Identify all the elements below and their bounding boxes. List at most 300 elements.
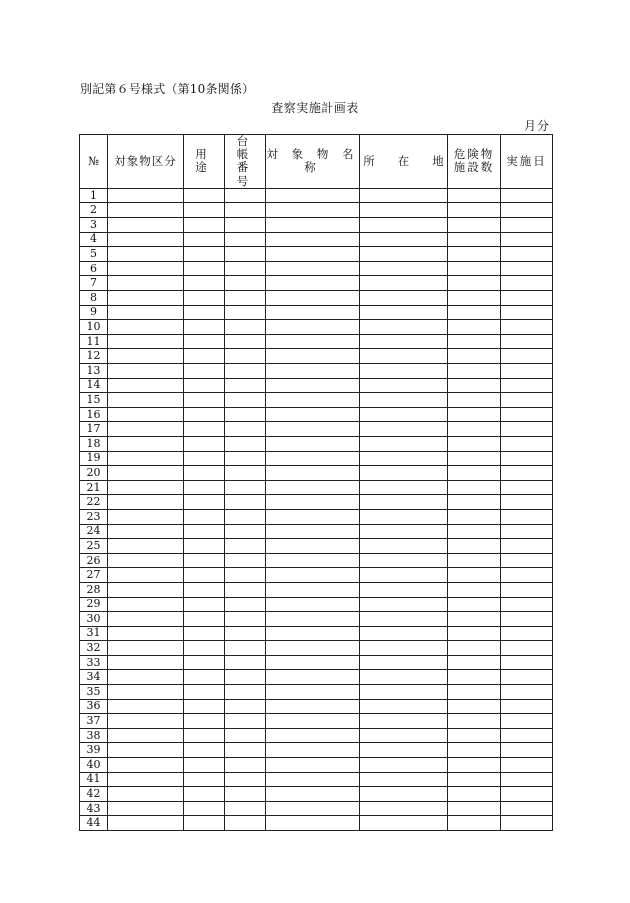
location-cell[interactable] — [360, 758, 448, 773]
location-cell[interactable] — [360, 582, 448, 597]
use-cell[interactable] — [184, 203, 225, 218]
date-cell[interactable] — [501, 451, 553, 466]
hazmat-cell[interactable] — [448, 597, 501, 612]
object-name-cell[interactable] — [266, 539, 360, 554]
hazmat-cell[interactable] — [448, 261, 501, 276]
category-cell[interactable] — [108, 393, 184, 408]
ledger-number-cell[interactable] — [225, 276, 266, 291]
ledger-number-cell[interactable] — [225, 305, 266, 320]
date-cell[interactable] — [501, 422, 553, 437]
date-cell[interactable] — [501, 509, 553, 524]
location-cell[interactable] — [360, 670, 448, 685]
use-cell[interactable] — [184, 364, 225, 379]
hazmat-cell[interactable] — [448, 291, 501, 306]
location-cell[interactable] — [360, 422, 448, 437]
location-cell[interactable] — [360, 480, 448, 495]
ledger-number-cell[interactable] — [225, 699, 266, 714]
use-cell[interactable] — [184, 247, 225, 262]
use-cell[interactable] — [184, 568, 225, 583]
object-name-cell[interactable] — [266, 772, 360, 787]
location-cell[interactable] — [360, 407, 448, 422]
object-name-cell[interactable] — [266, 714, 360, 729]
date-cell[interactable] — [501, 539, 553, 554]
ledger-number-cell[interactable] — [225, 407, 266, 422]
hazmat-cell[interactable] — [448, 188, 501, 203]
location-cell[interactable] — [360, 597, 448, 612]
use-cell[interactable] — [184, 787, 225, 802]
use-cell[interactable] — [184, 466, 225, 481]
category-cell[interactable] — [108, 699, 184, 714]
date-cell[interactable] — [501, 203, 553, 218]
date-cell[interactable] — [501, 466, 553, 481]
ledger-number-cell[interactable] — [225, 320, 266, 335]
use-cell[interactable] — [184, 436, 225, 451]
object-name-cell[interactable] — [266, 188, 360, 203]
category-cell[interactable] — [108, 451, 184, 466]
date-cell[interactable] — [501, 626, 553, 641]
date-cell[interactable] — [501, 247, 553, 262]
date-cell[interactable] — [501, 349, 553, 364]
date-cell[interactable] — [501, 218, 553, 233]
category-cell[interactable] — [108, 597, 184, 612]
ledger-number-cell[interactable] — [225, 743, 266, 758]
location-cell[interactable] — [360, 699, 448, 714]
use-cell[interactable] — [184, 276, 225, 291]
object-name-cell[interactable] — [266, 597, 360, 612]
location-cell[interactable] — [360, 334, 448, 349]
hazmat-cell[interactable] — [448, 699, 501, 714]
category-cell[interactable] — [108, 655, 184, 670]
date-cell[interactable] — [501, 334, 553, 349]
location-cell[interactable] — [360, 203, 448, 218]
date-cell[interactable] — [501, 699, 553, 714]
object-name-cell[interactable] — [266, 816, 360, 831]
hazmat-cell[interactable] — [448, 232, 501, 247]
use-cell[interactable] — [184, 685, 225, 700]
category-cell[interactable] — [108, 480, 184, 495]
ledger-number-cell[interactable] — [225, 364, 266, 379]
location-cell[interactable] — [360, 291, 448, 306]
object-name-cell[interactable] — [266, 787, 360, 802]
ledger-number-cell[interactable] — [225, 393, 266, 408]
location-cell[interactable] — [360, 801, 448, 816]
category-cell[interactable] — [108, 232, 184, 247]
ledger-number-cell[interactable] — [225, 685, 266, 700]
location-cell[interactable] — [360, 495, 448, 510]
location-cell[interactable] — [360, 451, 448, 466]
hazmat-cell[interactable] — [448, 582, 501, 597]
ledger-number-cell[interactable] — [225, 436, 266, 451]
date-cell[interactable] — [501, 276, 553, 291]
hazmat-cell[interactable] — [448, 758, 501, 773]
category-cell[interactable] — [108, 320, 184, 335]
hazmat-cell[interactable] — [448, 466, 501, 481]
hazmat-cell[interactable] — [448, 349, 501, 364]
date-cell[interactable] — [501, 787, 553, 802]
ledger-number-cell[interactable] — [225, 626, 266, 641]
ledger-number-cell[interactable] — [225, 801, 266, 816]
ledger-number-cell[interactable] — [225, 772, 266, 787]
category-cell[interactable] — [108, 524, 184, 539]
date-cell[interactable] — [501, 801, 553, 816]
ledger-number-cell[interactable] — [225, 816, 266, 831]
use-cell[interactable] — [184, 655, 225, 670]
hazmat-cell[interactable] — [448, 685, 501, 700]
location-cell[interactable] — [360, 509, 448, 524]
object-name-cell[interactable] — [266, 626, 360, 641]
use-cell[interactable] — [184, 816, 225, 831]
use-cell[interactable] — [184, 728, 225, 743]
use-cell[interactable] — [184, 714, 225, 729]
hazmat-cell[interactable] — [448, 787, 501, 802]
use-cell[interactable] — [184, 480, 225, 495]
object-name-cell[interactable] — [266, 378, 360, 393]
category-cell[interactable] — [108, 582, 184, 597]
category-cell[interactable] — [108, 626, 184, 641]
use-cell[interactable] — [184, 597, 225, 612]
use-cell[interactable] — [184, 188, 225, 203]
category-cell[interactable] — [108, 612, 184, 627]
hazmat-cell[interactable] — [448, 743, 501, 758]
hazmat-cell[interactable] — [448, 334, 501, 349]
location-cell[interactable] — [360, 188, 448, 203]
category-cell[interactable] — [108, 247, 184, 262]
ledger-number-cell[interactable] — [225, 758, 266, 773]
hazmat-cell[interactable] — [448, 378, 501, 393]
ledger-number-cell[interactable] — [225, 247, 266, 262]
category-cell[interactable] — [108, 714, 184, 729]
location-cell[interactable] — [360, 436, 448, 451]
use-cell[interactable] — [184, 495, 225, 510]
category-cell[interactable] — [108, 422, 184, 437]
date-cell[interactable] — [501, 728, 553, 743]
ledger-number-cell[interactable] — [225, 422, 266, 437]
use-cell[interactable] — [184, 801, 225, 816]
hazmat-cell[interactable] — [448, 407, 501, 422]
location-cell[interactable] — [360, 393, 448, 408]
object-name-cell[interactable] — [266, 364, 360, 379]
object-name-cell[interactable] — [266, 801, 360, 816]
category-cell[interactable] — [108, 728, 184, 743]
ledger-number-cell[interactable] — [225, 787, 266, 802]
use-cell[interactable] — [184, 524, 225, 539]
use-cell[interactable] — [184, 509, 225, 524]
location-cell[interactable] — [360, 320, 448, 335]
location-cell[interactable] — [360, 655, 448, 670]
ledger-number-cell[interactable] — [225, 728, 266, 743]
location-cell[interactable] — [360, 305, 448, 320]
ledger-number-cell[interactable] — [225, 641, 266, 656]
hazmat-cell[interactable] — [448, 480, 501, 495]
use-cell[interactable] — [184, 553, 225, 568]
ledger-number-cell[interactable] — [225, 597, 266, 612]
category-cell[interactable] — [108, 466, 184, 481]
date-cell[interactable] — [501, 320, 553, 335]
object-name-cell[interactable] — [266, 291, 360, 306]
ledger-number-cell[interactable] — [225, 188, 266, 203]
hazmat-cell[interactable] — [448, 495, 501, 510]
hazmat-cell[interactable] — [448, 276, 501, 291]
category-cell[interactable] — [108, 349, 184, 364]
ledger-number-cell[interactable] — [225, 670, 266, 685]
object-name-cell[interactable] — [266, 349, 360, 364]
object-name-cell[interactable] — [266, 407, 360, 422]
use-cell[interactable] — [184, 758, 225, 773]
ledger-number-cell[interactable] — [225, 218, 266, 233]
ledger-number-cell[interactable] — [225, 655, 266, 670]
ledger-number-cell[interactable] — [225, 334, 266, 349]
category-cell[interactable] — [108, 188, 184, 203]
use-cell[interactable] — [184, 407, 225, 422]
ledger-number-cell[interactable] — [225, 509, 266, 524]
hazmat-cell[interactable] — [448, 641, 501, 656]
use-cell[interactable] — [184, 582, 225, 597]
category-cell[interactable] — [108, 305, 184, 320]
object-name-cell[interactable] — [266, 685, 360, 700]
category-cell[interactable] — [108, 378, 184, 393]
ledger-number-cell[interactable] — [225, 203, 266, 218]
object-name-cell[interactable] — [266, 466, 360, 481]
object-name-cell[interactable] — [266, 480, 360, 495]
use-cell[interactable] — [184, 743, 225, 758]
category-cell[interactable] — [108, 539, 184, 554]
location-cell[interactable] — [360, 568, 448, 583]
category-cell[interactable] — [108, 772, 184, 787]
hazmat-cell[interactable] — [448, 626, 501, 641]
date-cell[interactable] — [501, 378, 553, 393]
location-cell[interactable] — [360, 553, 448, 568]
location-cell[interactable] — [360, 612, 448, 627]
object-name-cell[interactable] — [266, 422, 360, 437]
use-cell[interactable] — [184, 670, 225, 685]
date-cell[interactable] — [501, 480, 553, 495]
object-name-cell[interactable] — [266, 451, 360, 466]
hazmat-cell[interactable] — [448, 714, 501, 729]
location-cell[interactable] — [360, 714, 448, 729]
date-cell[interactable] — [501, 188, 553, 203]
category-cell[interactable] — [108, 218, 184, 233]
ledger-number-cell[interactable] — [225, 612, 266, 627]
hazmat-cell[interactable] — [448, 670, 501, 685]
use-cell[interactable] — [184, 378, 225, 393]
ledger-number-cell[interactable] — [225, 349, 266, 364]
object-name-cell[interactable] — [266, 334, 360, 349]
date-cell[interactable] — [501, 232, 553, 247]
date-cell[interactable] — [501, 612, 553, 627]
ledger-number-cell[interactable] — [225, 232, 266, 247]
use-cell[interactable] — [184, 772, 225, 787]
location-cell[interactable] — [360, 626, 448, 641]
hazmat-cell[interactable] — [448, 393, 501, 408]
category-cell[interactable] — [108, 436, 184, 451]
date-cell[interactable] — [501, 670, 553, 685]
hazmat-cell[interactable] — [448, 539, 501, 554]
date-cell[interactable] — [501, 407, 553, 422]
date-cell[interactable] — [501, 291, 553, 306]
hazmat-cell[interactable] — [448, 436, 501, 451]
category-cell[interactable] — [108, 509, 184, 524]
object-name-cell[interactable] — [266, 276, 360, 291]
location-cell[interactable] — [360, 466, 448, 481]
object-name-cell[interactable] — [266, 203, 360, 218]
date-cell[interactable] — [501, 553, 553, 568]
object-name-cell[interactable] — [266, 524, 360, 539]
date-cell[interactable] — [501, 495, 553, 510]
date-cell[interactable] — [501, 816, 553, 831]
hazmat-cell[interactable] — [448, 612, 501, 627]
use-cell[interactable] — [184, 232, 225, 247]
location-cell[interactable] — [360, 276, 448, 291]
date-cell[interactable] — [501, 568, 553, 583]
category-cell[interactable] — [108, 203, 184, 218]
use-cell[interactable] — [184, 612, 225, 627]
category-cell[interactable] — [108, 553, 184, 568]
date-cell[interactable] — [501, 364, 553, 379]
date-cell[interactable] — [501, 758, 553, 773]
category-cell[interactable] — [108, 670, 184, 685]
use-cell[interactable] — [184, 539, 225, 554]
object-name-cell[interactable] — [266, 247, 360, 262]
date-cell[interactable] — [501, 772, 553, 787]
object-name-cell[interactable] — [266, 495, 360, 510]
location-cell[interactable] — [360, 772, 448, 787]
location-cell[interactable] — [360, 743, 448, 758]
location-cell[interactable] — [360, 261, 448, 276]
object-name-cell[interactable] — [266, 612, 360, 627]
location-cell[interactable] — [360, 524, 448, 539]
date-cell[interactable] — [501, 393, 553, 408]
object-name-cell[interactable] — [266, 699, 360, 714]
ledger-number-cell[interactable] — [225, 714, 266, 729]
location-cell[interactable] — [360, 364, 448, 379]
hazmat-cell[interactable] — [448, 509, 501, 524]
ledger-number-cell[interactable] — [225, 466, 266, 481]
location-cell[interactable] — [360, 641, 448, 656]
use-cell[interactable] — [184, 641, 225, 656]
category-cell[interactable] — [108, 495, 184, 510]
use-cell[interactable] — [184, 349, 225, 364]
ledger-number-cell[interactable] — [225, 582, 266, 597]
ledger-number-cell[interactable] — [225, 539, 266, 554]
object-name-cell[interactable] — [266, 582, 360, 597]
object-name-cell[interactable] — [266, 305, 360, 320]
ledger-number-cell[interactable] — [225, 480, 266, 495]
hazmat-cell[interactable] — [448, 305, 501, 320]
object-name-cell[interactable] — [266, 232, 360, 247]
category-cell[interactable] — [108, 758, 184, 773]
category-cell[interactable] — [108, 568, 184, 583]
use-cell[interactable] — [184, 291, 225, 306]
location-cell[interactable] — [360, 218, 448, 233]
category-cell[interactable] — [108, 364, 184, 379]
category-cell[interactable] — [108, 685, 184, 700]
location-cell[interactable] — [360, 685, 448, 700]
category-cell[interactable] — [108, 641, 184, 656]
date-cell[interactable] — [501, 685, 553, 700]
ledger-number-cell[interactable] — [225, 553, 266, 568]
ledger-number-cell[interactable] — [225, 378, 266, 393]
hazmat-cell[interactable] — [448, 247, 501, 262]
date-cell[interactable] — [501, 582, 553, 597]
date-cell[interactable] — [501, 714, 553, 729]
hazmat-cell[interactable] — [448, 524, 501, 539]
use-cell[interactable] — [184, 451, 225, 466]
object-name-cell[interactable] — [266, 655, 360, 670]
date-cell[interactable] — [501, 524, 553, 539]
ledger-number-cell[interactable] — [225, 451, 266, 466]
hazmat-cell[interactable] — [448, 364, 501, 379]
object-name-cell[interactable] — [266, 758, 360, 773]
use-cell[interactable] — [184, 320, 225, 335]
hazmat-cell[interactable] — [448, 203, 501, 218]
category-cell[interactable] — [108, 334, 184, 349]
date-cell[interactable] — [501, 655, 553, 670]
object-name-cell[interactable] — [266, 393, 360, 408]
category-cell[interactable] — [108, 407, 184, 422]
object-name-cell[interactable] — [266, 320, 360, 335]
object-name-cell[interactable] — [266, 743, 360, 758]
category-cell[interactable] — [108, 816, 184, 831]
date-cell[interactable] — [501, 743, 553, 758]
category-cell[interactable] — [108, 801, 184, 816]
object-name-cell[interactable] — [266, 261, 360, 276]
ledger-number-cell[interactable] — [225, 261, 266, 276]
hazmat-cell[interactable] — [448, 422, 501, 437]
use-cell[interactable] — [184, 334, 225, 349]
use-cell[interactable] — [184, 218, 225, 233]
hazmat-cell[interactable] — [448, 801, 501, 816]
hazmat-cell[interactable] — [448, 772, 501, 787]
location-cell[interactable] — [360, 349, 448, 364]
hazmat-cell[interactable] — [448, 553, 501, 568]
hazmat-cell[interactable] — [448, 568, 501, 583]
location-cell[interactable] — [360, 247, 448, 262]
date-cell[interactable] — [501, 305, 553, 320]
ledger-number-cell[interactable] — [225, 524, 266, 539]
use-cell[interactable] — [184, 393, 225, 408]
date-cell[interactable] — [501, 597, 553, 612]
hazmat-cell[interactable] — [448, 218, 501, 233]
object-name-cell[interactable] — [266, 218, 360, 233]
location-cell[interactable] — [360, 787, 448, 802]
date-cell[interactable] — [501, 436, 553, 451]
object-name-cell[interactable] — [266, 553, 360, 568]
hazmat-cell[interactable] — [448, 320, 501, 335]
object-name-cell[interactable] — [266, 641, 360, 656]
use-cell[interactable] — [184, 422, 225, 437]
date-cell[interactable] — [501, 641, 553, 656]
object-name-cell[interactable] — [266, 728, 360, 743]
use-cell[interactable] — [184, 261, 225, 276]
object-name-cell[interactable] — [266, 509, 360, 524]
ledger-number-cell[interactable] — [225, 495, 266, 510]
category-cell[interactable] — [108, 743, 184, 758]
location-cell[interactable] — [360, 816, 448, 831]
hazmat-cell[interactable] — [448, 655, 501, 670]
location-cell[interactable] — [360, 539, 448, 554]
location-cell[interactable] — [360, 728, 448, 743]
hazmat-cell[interactable] — [448, 816, 501, 831]
location-cell[interactable] — [360, 378, 448, 393]
object-name-cell[interactable] — [266, 670, 360, 685]
object-name-cell[interactable] — [266, 436, 360, 451]
ledger-number-cell[interactable] — [225, 291, 266, 306]
category-cell[interactable] — [108, 261, 184, 276]
object-name-cell[interactable] — [266, 568, 360, 583]
use-cell[interactable] — [184, 305, 225, 320]
hazmat-cell[interactable] — [448, 451, 501, 466]
hazmat-cell[interactable] — [448, 728, 501, 743]
